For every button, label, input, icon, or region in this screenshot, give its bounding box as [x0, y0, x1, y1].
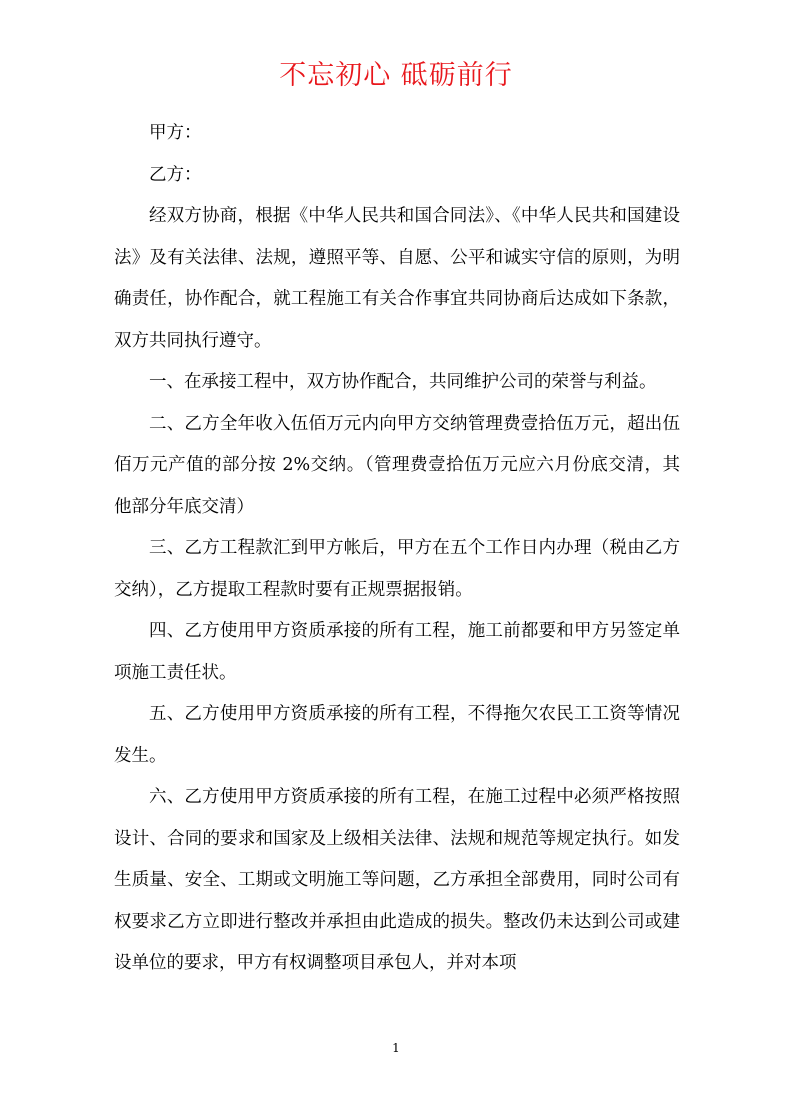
clause-5: 五、乙方使用甲方资质承接的所有工程，不得拖欠农民工工资等情况发生。: [114, 704, 680, 766]
party-a-line: 甲方：: [149, 123, 202, 143]
clause-4: 四、乙方使用甲方资质承接的所有工程，施工前都要和甲方另签定单项施工责任状。: [114, 621, 680, 683]
contract-body: [114, 113, 680, 985]
clause-6: 六、乙方使用甲方资质承接的所有工程，在施工过程中必须严格按照设计、合同的要求和国家及上级相关法律、法规和规范等规定执行。如发生质量、安全、工期或文明施工等问题，乙方承担全部费用，同时公司有权要求乙方立即进行整改并承担由此造成的损失。整改仍未达到公司或建设单位的要求，甲方有权调整项目承包人，并对本项: [114, 787, 680, 973]
clause-3: 三、乙方工程款汇到甲方帐后，甲方在五个工作日内办理（税由乙方交纳），乙方提取工程款时要有正规票据报销。: [114, 538, 680, 600]
party-b-line: 乙方：: [149, 164, 202, 185]
page-header-title: 不忘初心 砥砺前行: [279, 60, 513, 91]
clause-1: 一、在承接工程中，双方协作配合，共同维护公司的荣誉与利益。: [149, 372, 657, 392]
preamble-paragraph: 经双方协商，根据《中华人民共和国合同法》、《中华人民共和国建设法》及有关法律、法规，遵照平等、自愿、公平和诚实守信的原则，为明确责任，协作配合，就工程施工有关合作事宜共同协商后达成如下条款，双方共同执行遵守。: [114, 206, 680, 351]
page-number: 1: [392, 1041, 400, 1055]
clause-2: 二、乙方全年收入伍佰万元内向甲方交纳管理费壹拾伍万元，超出伍佰万元产值的部分按 2%交纳。（管理费壹拾伍万元应六月份底交清，其他部分年底交清）: [114, 413, 680, 517]
